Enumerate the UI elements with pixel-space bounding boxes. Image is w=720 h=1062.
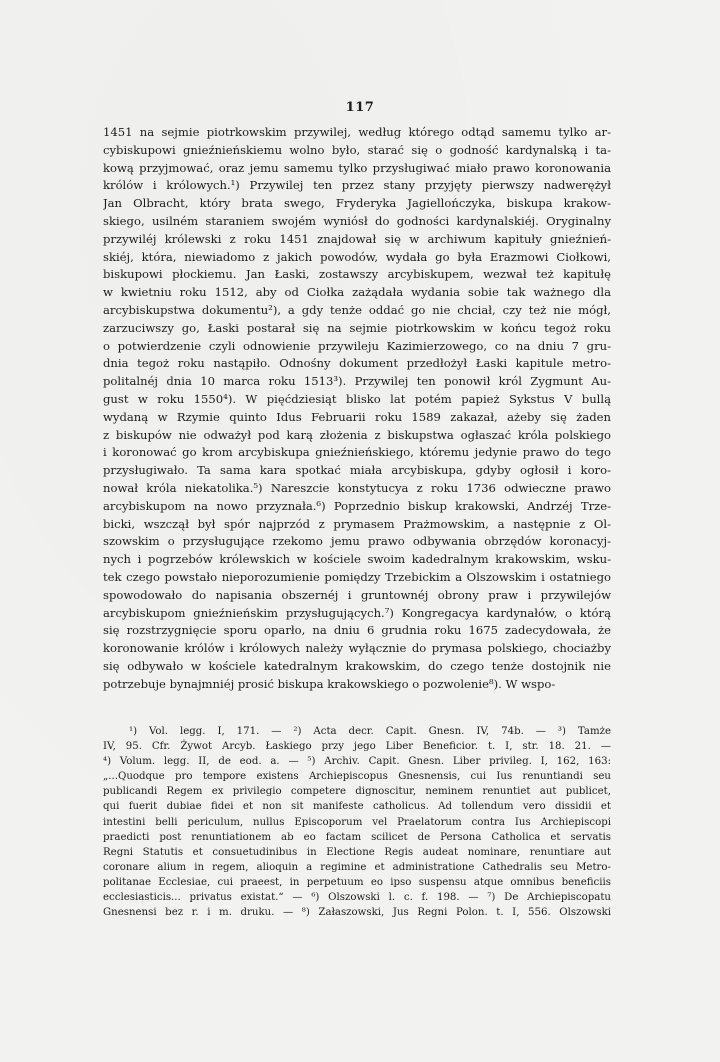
text-line: przywiléj królewski z roku 1451 znajdował się w archiwum kapituły gnieźnień-	[103, 231, 611, 246]
text-line: się rozstrzygnięcie sporu oparło, na dniu 6 grudnia roku 1675 zadecydowała, że	[103, 623, 611, 638]
text-line: dnia tegoż roku nastąpiło. Odnośny dokument przedłożył Łaski kapitule metro-	[103, 356, 611, 371]
body-text	[103, 124, 611, 694]
text-line: zarzuciwszy go, Łaski postarał się na sejmie piotrkowskim w końcu tegoż roku	[103, 320, 611, 335]
text-line: koronowanie królów i królowych należy wyłącznie do prymasa polskiego, chociażby	[103, 641, 611, 656]
footnote-line: „...Quodque pro tempore existens Archiepiscopus Gnesnensis, cui Ius renuntiandi seu	[103, 771, 611, 783]
text-line: się odbywało w kościele katedralnym krakowskim, do czego tenże dostojnik nie	[103, 658, 611, 673]
text-line: o potwierdzenie czyli odnowienie przywileju Kazimierzowego, co na dniu 7 gru-	[103, 338, 611, 353]
footnote-line: ⁴) Volum. legg. II, de eod. a. — ⁵) Archiv. Capit. Gnesn. Liber privileg. I, 162, 163:	[103, 756, 611, 768]
text-line: bicki, wszczął był spór najprzód z prymasem Prażmowskim, a następnie z Ol-	[103, 516, 611, 531]
footnote-line: Regni Statutis et consuetudinibus in Electione Regis audeat nominare, renuntiare aut	[103, 846, 611, 858]
text-line: nych i pogrzebów królewskich w kościele swoim kadedralnym krakowskim, wsku-	[103, 552, 611, 567]
text-line: arcybiskupstwa dokumentu²), a gdy tenże oddać go nie chciał, czy też nie mógł,	[103, 302, 611, 317]
text-line: spowodowało do napisania obszernéj i gruntownéj obrony praw i przywilejów	[103, 587, 611, 602]
text-line: biskupowi płockiemu. Jan Łaski, zostawszy arcybiskupem, wezwał też kapitułę	[103, 267, 611, 282]
text-line: wydaną w Rzymie quinto Idus Februarii roku 1589 zakazał, ażeby się żaden	[103, 409, 611, 424]
text-line: z biskupów nie odważył pod karą złożenia z biskupstwa ogłaszać króla polskiego	[103, 427, 611, 442]
text-line: arcybiskupom na nowo przyznała.⁶) Poprzednio biskup krakowski, Andrzéj Trze-	[103, 498, 611, 513]
footnote-line: IV, 95. Cfr. Żywot Arcyb. Łaskiego przy jego Liber Beneficior. t. I, str. 18. 21. —	[103, 741, 611, 753]
page-number: 117	[345, 100, 375, 115]
footnote-line: politanae Ecclesiae, cui praeest, in perpetuum eo ipso suspensu atque omnibus beneficiis	[103, 876, 611, 888]
text-line: w kwietniu roku 1512, aby od Ciołka zażądała wydania sobie tak ważnego dla	[103, 285, 611, 300]
text-line: szowskim o przysługujące rzekomo jemu prawo odbywania obrzędów koronacyj-	[103, 534, 611, 549]
footnote-line: ecclesiasticis... privatus existat.“ — ⁶) Olszowski l. c. f. 198. — ⁷) De Archiepiscopatu	[103, 892, 611, 904]
text-line: potrzebuje bynajmniéj prosić biskupa krakowskiego o pozwolenie⁸). W wspo-	[103, 676, 556, 691]
footnote-line: publicandi Regem ex privilegio competere dignoscitur, neminem renuntiet aut publicet,	[103, 786, 611, 798]
text-line: i koronować go krom arcybiskupa gnieźnieńskiego, któremu jedynie prawo do tego	[103, 445, 611, 460]
footnotes	[103, 724, 611, 920]
text-line: tek czego powstało nieporozumienie pomiędzy Trzebickim a Olszowskim i ostatniego	[103, 569, 611, 584]
text-line: królów i królowych.¹) Przywilej ten przez stany przyjęty pierwszy nadwerężył	[103, 178, 611, 193]
text-line: skiego, usilném staraniem swojém wyniósł do godności kardynalskiéj. Oryginalny	[103, 213, 611, 228]
text-line: skiéj, która, niewiadomo z jakich powodów, wydała go była Erazmowi Ciołkowi,	[103, 249, 611, 264]
footnote-line: qui fuerit dubiae fidei et non sit manifeste catholicus. Ad tollendum vero dissidii et	[103, 801, 611, 813]
footnote-line: ¹) Vol. legg. I, 171. — ²) Acta decr. Capit. Gnesn. IV, 74b. — ³) Tamże	[129, 726, 611, 737]
footnote-line: Gnesnensi bez r. i m. druku. — ⁸) Załaszowski, Jus Regni Polon. t. I, 556. Olszowski	[103, 907, 611, 919]
footnote-line: coronare alium in regem, alioquin a regimine et administratione Cathedralis seu Metro-	[103, 861, 611, 873]
text-line: przysługiwało. Ta sama kara spotkać miała arcybiskupa, gdyby ogłosił i koro-	[103, 463, 611, 478]
footnote-line: intestini belli periculum, nullus Episcoporum vel Praelatorum contra Ius Archiepiscopi	[103, 816, 611, 828]
text-line: politalnéj dnia 10 marca roku 1513³). Przywilej ten ponowił król Zygmunt Au-	[103, 374, 611, 389]
text-line: cybiskupowi gnieźnieńskiemu wolno było, starać się o godność kardynalską i ta-	[103, 142, 611, 157]
text-line: gust w roku 1550⁴). W pięćdziesiąt blisko lat potém papież Sykstus V bullą	[103, 391, 611, 406]
text-line: 1451 na sejmie piotrkowskim przywilej, według którego odtąd samemu tylko ar-	[103, 125, 611, 139]
text-line: kową przyjmować, oraz jemu samemu tylko przysługiwać miało prawo koronowania	[103, 160, 611, 175]
text-line: nował króla niekatolika.⁵) Nareszcie konstytucya z roku 1736 odwieczne prawo	[103, 480, 611, 495]
footnote-line: praedicti post renuntiationem ab eo factam scilicet de Persona Catholica et servatis	[103, 831, 611, 843]
text-line: arcybiskupom gnieźnieńskim przysługujących.⁷) Kongregacya kardynałów, o którą	[103, 605, 611, 620]
text-line: Jan Olbracht, który brata swego, Fryderyka Jagiellończyka, biskupa krakow-	[103, 196, 611, 211]
